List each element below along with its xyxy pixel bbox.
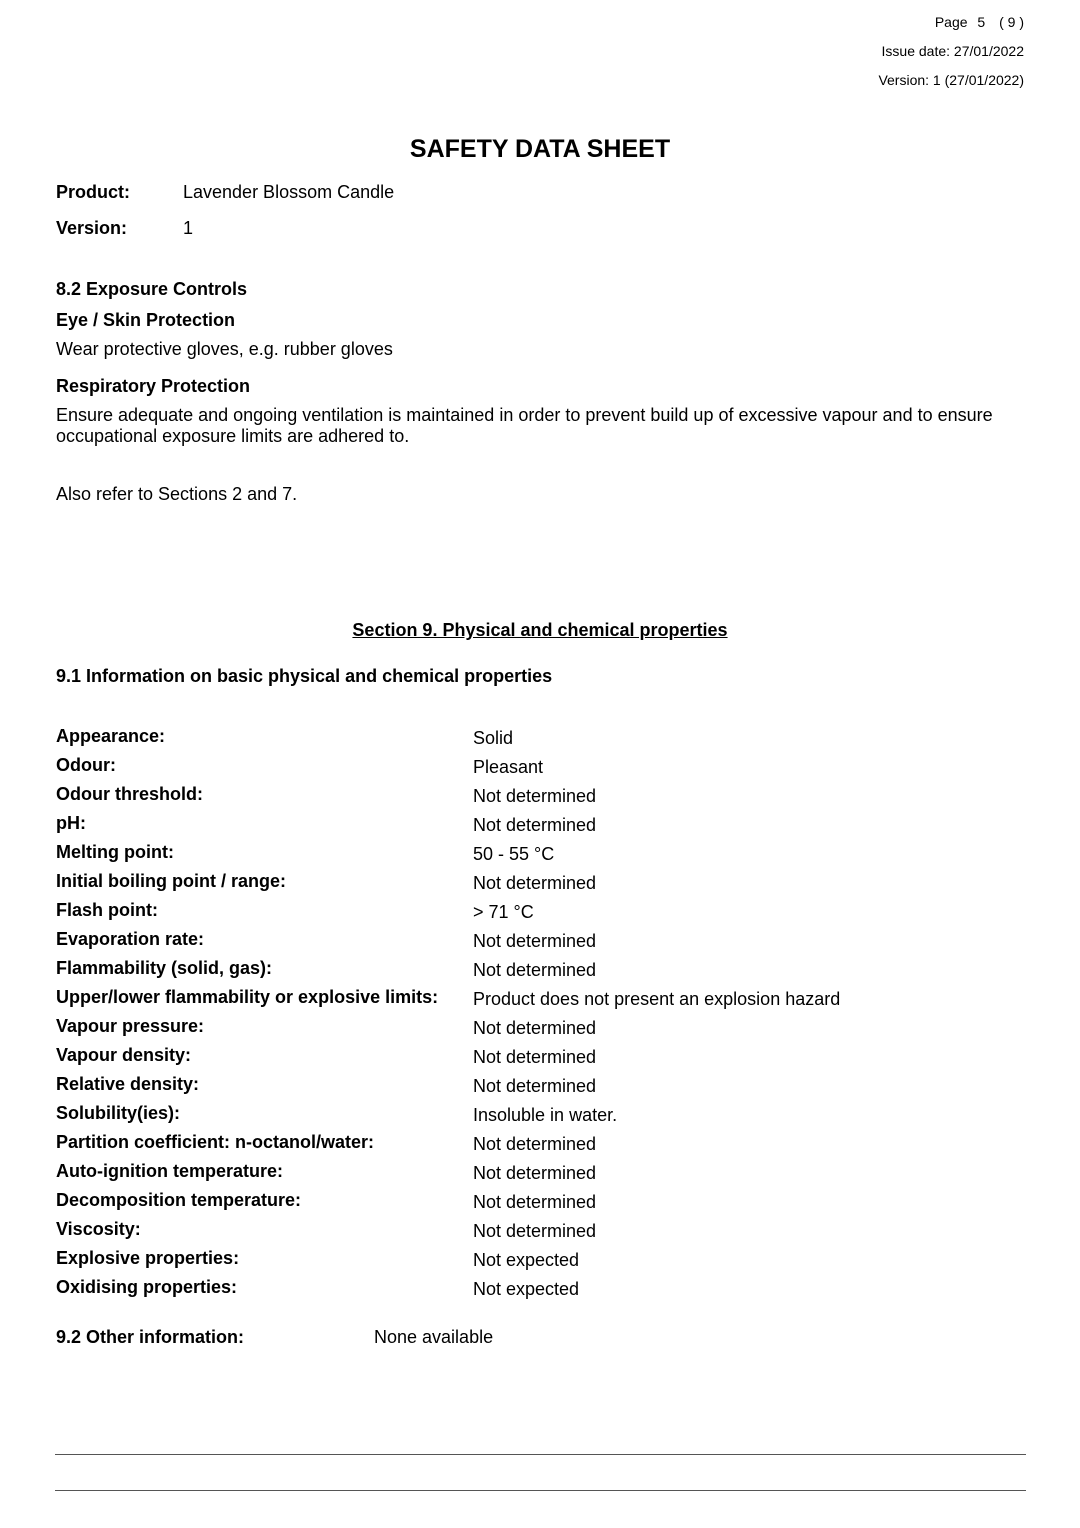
version-line: Version: 1 (27/01/2022) [878, 72, 1024, 88]
property-label: Initial boiling point / range: [56, 871, 286, 891]
property-label: Relative density: [56, 1074, 200, 1094]
other-info-label: 9.2 Other information: [56, 1327, 245, 1347]
property-row [56, 842, 1026, 871]
section-9-heading: Section 9. Physical and chemical properties [352, 620, 728, 640]
property-label: Evaporation rate: [56, 929, 205, 949]
property-value: Not expected [473, 1279, 580, 1299]
property-row [56, 1161, 1026, 1190]
property-value: Pleasant [473, 757, 544, 777]
footer-rule-top [55, 1454, 1026, 1455]
property-label: Solubility(ies): [56, 1103, 181, 1123]
property-label: Appearance: [56, 726, 166, 746]
property-value: Not determined [473, 873, 597, 893]
other-info-value: None available [374, 1327, 494, 1347]
property-label: Melting point: [56, 842, 174, 862]
property-value: Not determined [473, 1221, 597, 1241]
property-row [56, 755, 1026, 784]
property-label: Flammability (solid, gas): [56, 958, 273, 978]
property-row [56, 1219, 1026, 1248]
property-row [56, 958, 1026, 987]
property-value: Not determined [473, 786, 597, 806]
eye-skin-text: Wear protective gloves, e.g. rubber gloves [56, 339, 393, 359]
property-label: Odour threshold: [56, 784, 203, 804]
footer-rule-bottom [55, 1490, 1026, 1491]
property-value: Not expected [473, 1250, 580, 1270]
property-value: Product does not present an explosion hazard [473, 989, 841, 1009]
page-number: 5 [977, 14, 986, 30]
property-row [56, 1103, 1026, 1132]
property-row [56, 726, 1026, 755]
version-value: 1 [183, 218, 194, 238]
property-label: Auto-ignition temperature: [56, 1161, 283, 1181]
document-title: SAFETY DATA SHEET [409, 135, 671, 163]
property-value: 50 - 55 °C [473, 844, 555, 864]
property-row [56, 1132, 1026, 1161]
property-label: Vapour density: [56, 1045, 192, 1065]
property-label: Explosive properties: [56, 1248, 240, 1268]
product-label: Product: [56, 182, 130, 202]
property-value: Not determined [473, 815, 597, 835]
property-value: Solid [473, 728, 514, 748]
property-label: Decomposition temperature: [56, 1190, 302, 1210]
property-value: Not determined [473, 1047, 597, 1067]
property-row [56, 1248, 1026, 1277]
property-value: Insoluble in water. [473, 1105, 618, 1125]
property-label: pH: [56, 813, 86, 833]
property-row [56, 987, 1026, 1016]
version-label: Version: [56, 218, 128, 238]
respiratory-text: Ensure adequate and ongoing ventilation is maintained in order to prevent build up of excessive vapour and to ensure occupational exposure limits are adhered to. [56, 405, 993, 446]
issue-date: Issue date: 27/01/2022 [881, 43, 1024, 59]
property-value: Not determined [473, 931, 597, 951]
property-row [56, 1277, 1026, 1306]
property-row [56, 1045, 1026, 1074]
respiratory-heading: Respiratory Protection [56, 376, 251, 396]
property-label: Partition coefficient: n-octanol/water: [56, 1132, 375, 1152]
product-value: Lavender Blossom Candle [183, 182, 395, 202]
property-label: Oxidising properties: [56, 1277, 238, 1297]
section-9-1-heading: 9.1 Information on basic physical and chemical properties [56, 666, 553, 686]
property-row [56, 1074, 1026, 1103]
eye-skin-heading: Eye / Skin Protection [56, 310, 236, 330]
property-label: Odour: [56, 755, 116, 775]
property-label: Upper/lower flammability or explosive limits: [56, 987, 439, 1007]
exposure-controls-heading: 8.2 Exposure Controls [56, 279, 248, 299]
property-row [56, 1190, 1026, 1219]
property-row [56, 813, 1026, 842]
page-label: Page [934, 14, 968, 30]
property-row [56, 871, 1026, 900]
property-value: Not determined [473, 1163, 597, 1183]
property-value: Not determined [473, 1076, 597, 1096]
refer-sections-text: Also refer to Sections 2 and 7. [56, 484, 298, 504]
property-label: Viscosity: [56, 1219, 141, 1239]
property-label: Flash point: [56, 900, 158, 920]
property-label: Vapour pressure: [56, 1016, 205, 1036]
property-row [56, 900, 1026, 929]
page-indicator [935, 14, 1024, 30]
property-row [56, 929, 1026, 958]
properties-table [56, 726, 1026, 1306]
property-value: Not determined [473, 1134, 597, 1154]
property-row [56, 1016, 1026, 1045]
property-value: Not determined [473, 1192, 597, 1212]
property-value: > 71 °C [473, 902, 534, 922]
property-value: Not determined [473, 960, 597, 980]
property-row [56, 784, 1026, 813]
page-total: ( 9 ) [999, 14, 1024, 30]
property-value: Not determined [473, 1018, 597, 1038]
